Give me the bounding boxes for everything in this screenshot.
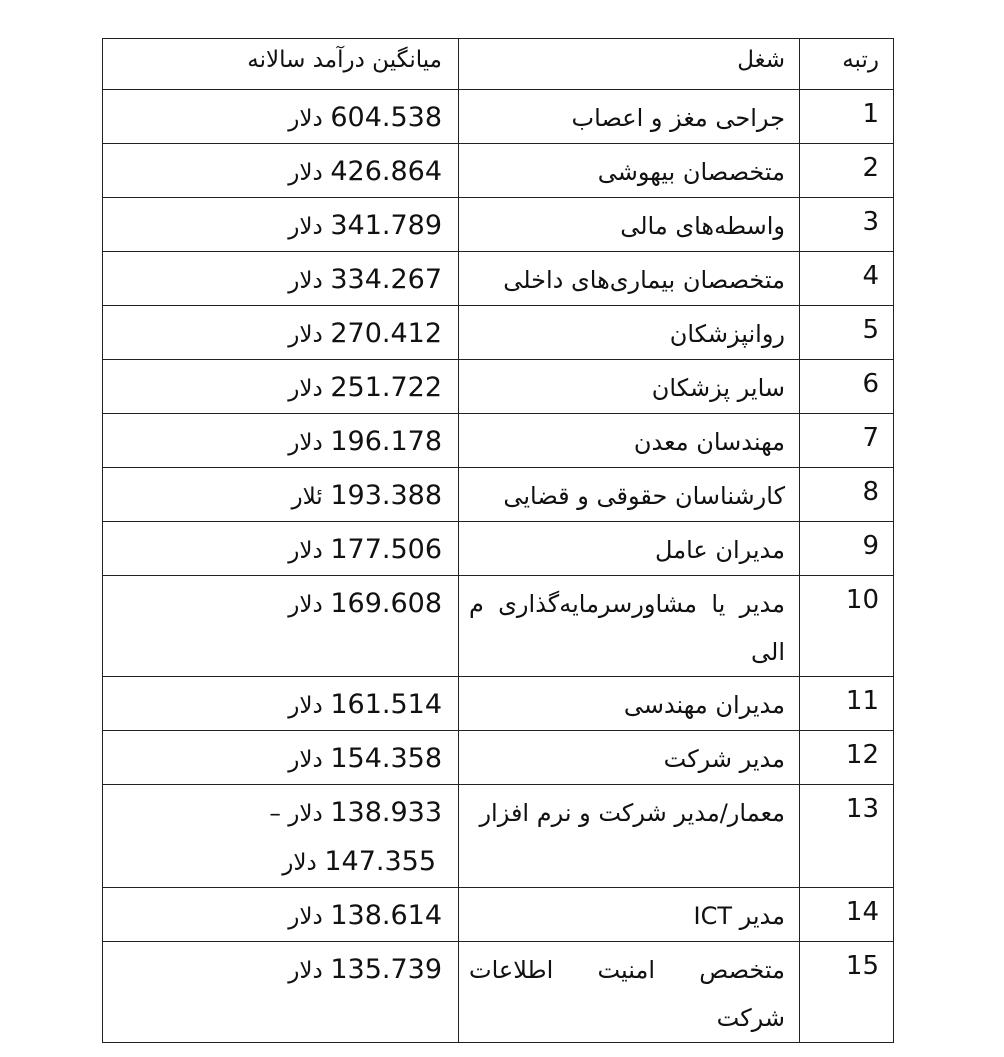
job-cell	[459, 468, 800, 522]
job-cell	[459, 888, 800, 942]
income-value	[113, 526, 442, 575]
job-title: مدیران مهندسی	[623, 691, 785, 719]
job-cell	[459, 731, 800, 785]
income-cell	[103, 252, 459, 306]
rank-cell: 15	[800, 942, 894, 1043]
income-currency-upper: دلار	[282, 850, 317, 876]
income-value	[113, 580, 442, 629]
income-currency: دلار	[288, 693, 323, 719]
table-row	[103, 198, 894, 252]
income-value	[113, 472, 442, 521]
rank-cell: 1	[800, 90, 894, 144]
income-value	[113, 256, 442, 305]
header-row	[103, 39, 894, 90]
income-cell	[103, 198, 459, 252]
income-cell	[103, 522, 459, 576]
income-currency: دلار	[288, 538, 323, 564]
income-cell	[103, 942, 459, 1043]
income-currency: دلار	[288, 904, 323, 930]
income-amount: 169.608	[330, 588, 442, 619]
income-amount: 138.933	[330, 797, 442, 828]
table-row	[103, 677, 894, 731]
income-value	[113, 789, 442, 838]
rank-cell: 12	[800, 731, 894, 785]
rank-cell: 2	[800, 144, 894, 198]
income-amount: 161.514	[330, 689, 442, 720]
income-value	[113, 364, 442, 413]
table-row	[103, 306, 894, 360]
income-amount-upper: 147.355	[324, 846, 436, 877]
job-title: متخصص امنیت اطلاعات	[469, 956, 785, 984]
income-value	[113, 681, 442, 730]
rank-cell: 8	[800, 468, 894, 522]
job-title: جراحی مغز و اعصاب	[571, 104, 785, 132]
job-title: مدیران عامل	[655, 536, 785, 564]
income-currency: دلار	[288, 958, 323, 984]
income-cell	[103, 414, 459, 468]
income-currency: دلار	[288, 160, 323, 186]
income-cell	[103, 360, 459, 414]
rank-cell: 10	[800, 576, 894, 677]
income-amount: 138.614	[330, 900, 442, 931]
job-title: روانپزشکان	[669, 320, 785, 348]
job-cell	[459, 252, 800, 306]
income-value	[113, 892, 442, 941]
job-cell	[459, 360, 800, 414]
income-amount: 135.739	[330, 954, 442, 985]
job-title: مدیر یا مشاورسرمایه‌گذاری م	[469, 590, 785, 618]
rank-cell: 11	[800, 677, 894, 731]
income-cell	[103, 144, 459, 198]
job-cell	[459, 677, 800, 731]
job-cell	[459, 144, 800, 198]
job-title: مدیر ICT	[693, 902, 785, 930]
job-title: متخصصان بیهوشی	[597, 158, 785, 186]
income-cell	[103, 785, 459, 888]
income-currency: دلار	[288, 430, 323, 456]
job-title: معمار/مدیر شرکت و نرم افزار	[479, 799, 785, 827]
rank-cell: 5	[800, 306, 894, 360]
income-cell	[103, 888, 459, 942]
job-cell	[459, 306, 800, 360]
income-cell	[103, 306, 459, 360]
income-amount: 177.506	[330, 534, 442, 565]
income-value	[113, 310, 442, 359]
job-cell	[459, 90, 800, 144]
job-cell	[459, 414, 800, 468]
income-amount: 154.358	[330, 743, 442, 774]
rank-cell: 4	[800, 252, 894, 306]
income-amount: 341.789	[330, 210, 442, 241]
income-cell	[103, 576, 459, 677]
rank-cell: 9	[800, 522, 894, 576]
income-currency: ئلار	[291, 484, 323, 510]
income-cell	[103, 468, 459, 522]
rank-cell: 3	[800, 198, 894, 252]
income-value-upper	[113, 838, 442, 887]
income-amount: 334.267	[330, 264, 442, 295]
income-amount: 426.864	[330, 156, 442, 187]
income-amount: 196.178	[330, 426, 442, 457]
job-cell	[459, 522, 800, 576]
table-row	[103, 414, 894, 468]
income-value	[113, 94, 442, 143]
table-row	[103, 252, 894, 306]
income-currency: دلار	[288, 106, 323, 132]
income-currency: دلار	[288, 322, 323, 348]
table-row	[103, 90, 894, 144]
income-value	[113, 148, 442, 197]
income-amount: 604.538	[330, 102, 442, 133]
table-body	[103, 90, 894, 1043]
table-row	[103, 888, 894, 942]
income-amount: 251.722	[330, 372, 442, 403]
income-currency: دلار	[288, 268, 323, 294]
table-row	[103, 468, 894, 522]
table-row	[103, 360, 894, 414]
table-row	[103, 731, 894, 785]
rank-cell: 7	[800, 414, 894, 468]
job-title-continued: شرکت	[716, 1004, 785, 1032]
header-rank: رتبه	[800, 39, 894, 90]
income-currency: دلار	[288, 592, 323, 618]
income-amount: 193.388	[330, 480, 442, 511]
income-cell	[103, 677, 459, 731]
job-title: واسطه‌های مالی	[620, 212, 785, 240]
income-value	[113, 418, 442, 467]
job-title: سایر پزشکان	[651, 374, 785, 402]
income-value	[113, 946, 442, 995]
rank-cell: 13	[800, 785, 894, 888]
job-title: کارشناسان حقوقی و قضایی	[503, 482, 785, 510]
header-job: شغل	[459, 39, 800, 90]
table-row	[103, 522, 894, 576]
job-title-continued: الی	[751, 638, 785, 666]
job-cell	[459, 942, 800, 1043]
table-row	[103, 785, 894, 888]
rank-cell: 6	[800, 360, 894, 414]
job-title: متخصصان بیماری‌های داخلی	[503, 266, 785, 294]
job-title: مهندسان معدن	[633, 428, 785, 456]
income-table	[102, 38, 894, 1043]
table-row	[103, 144, 894, 198]
income-cell	[103, 90, 459, 144]
table-row	[103, 576, 894, 677]
income-value	[113, 735, 442, 784]
rank-cell: 14	[800, 888, 894, 942]
job-cell	[459, 576, 800, 677]
job-cell	[459, 198, 800, 252]
income-currency: دلار	[288, 747, 323, 773]
table-row	[103, 942, 894, 1043]
income-value	[113, 202, 442, 251]
job-cell	[459, 785, 800, 888]
income-cell	[103, 731, 459, 785]
income-currency: دلار	[288, 376, 323, 402]
income-currency: دلار	[288, 214, 323, 240]
job-title: مدیر شرکت	[663, 745, 785, 773]
income-amount: 270.412	[330, 318, 442, 349]
header-income: میانگین درآمد سالانه	[103, 39, 459, 90]
income-currency: دلار –	[269, 801, 323, 827]
